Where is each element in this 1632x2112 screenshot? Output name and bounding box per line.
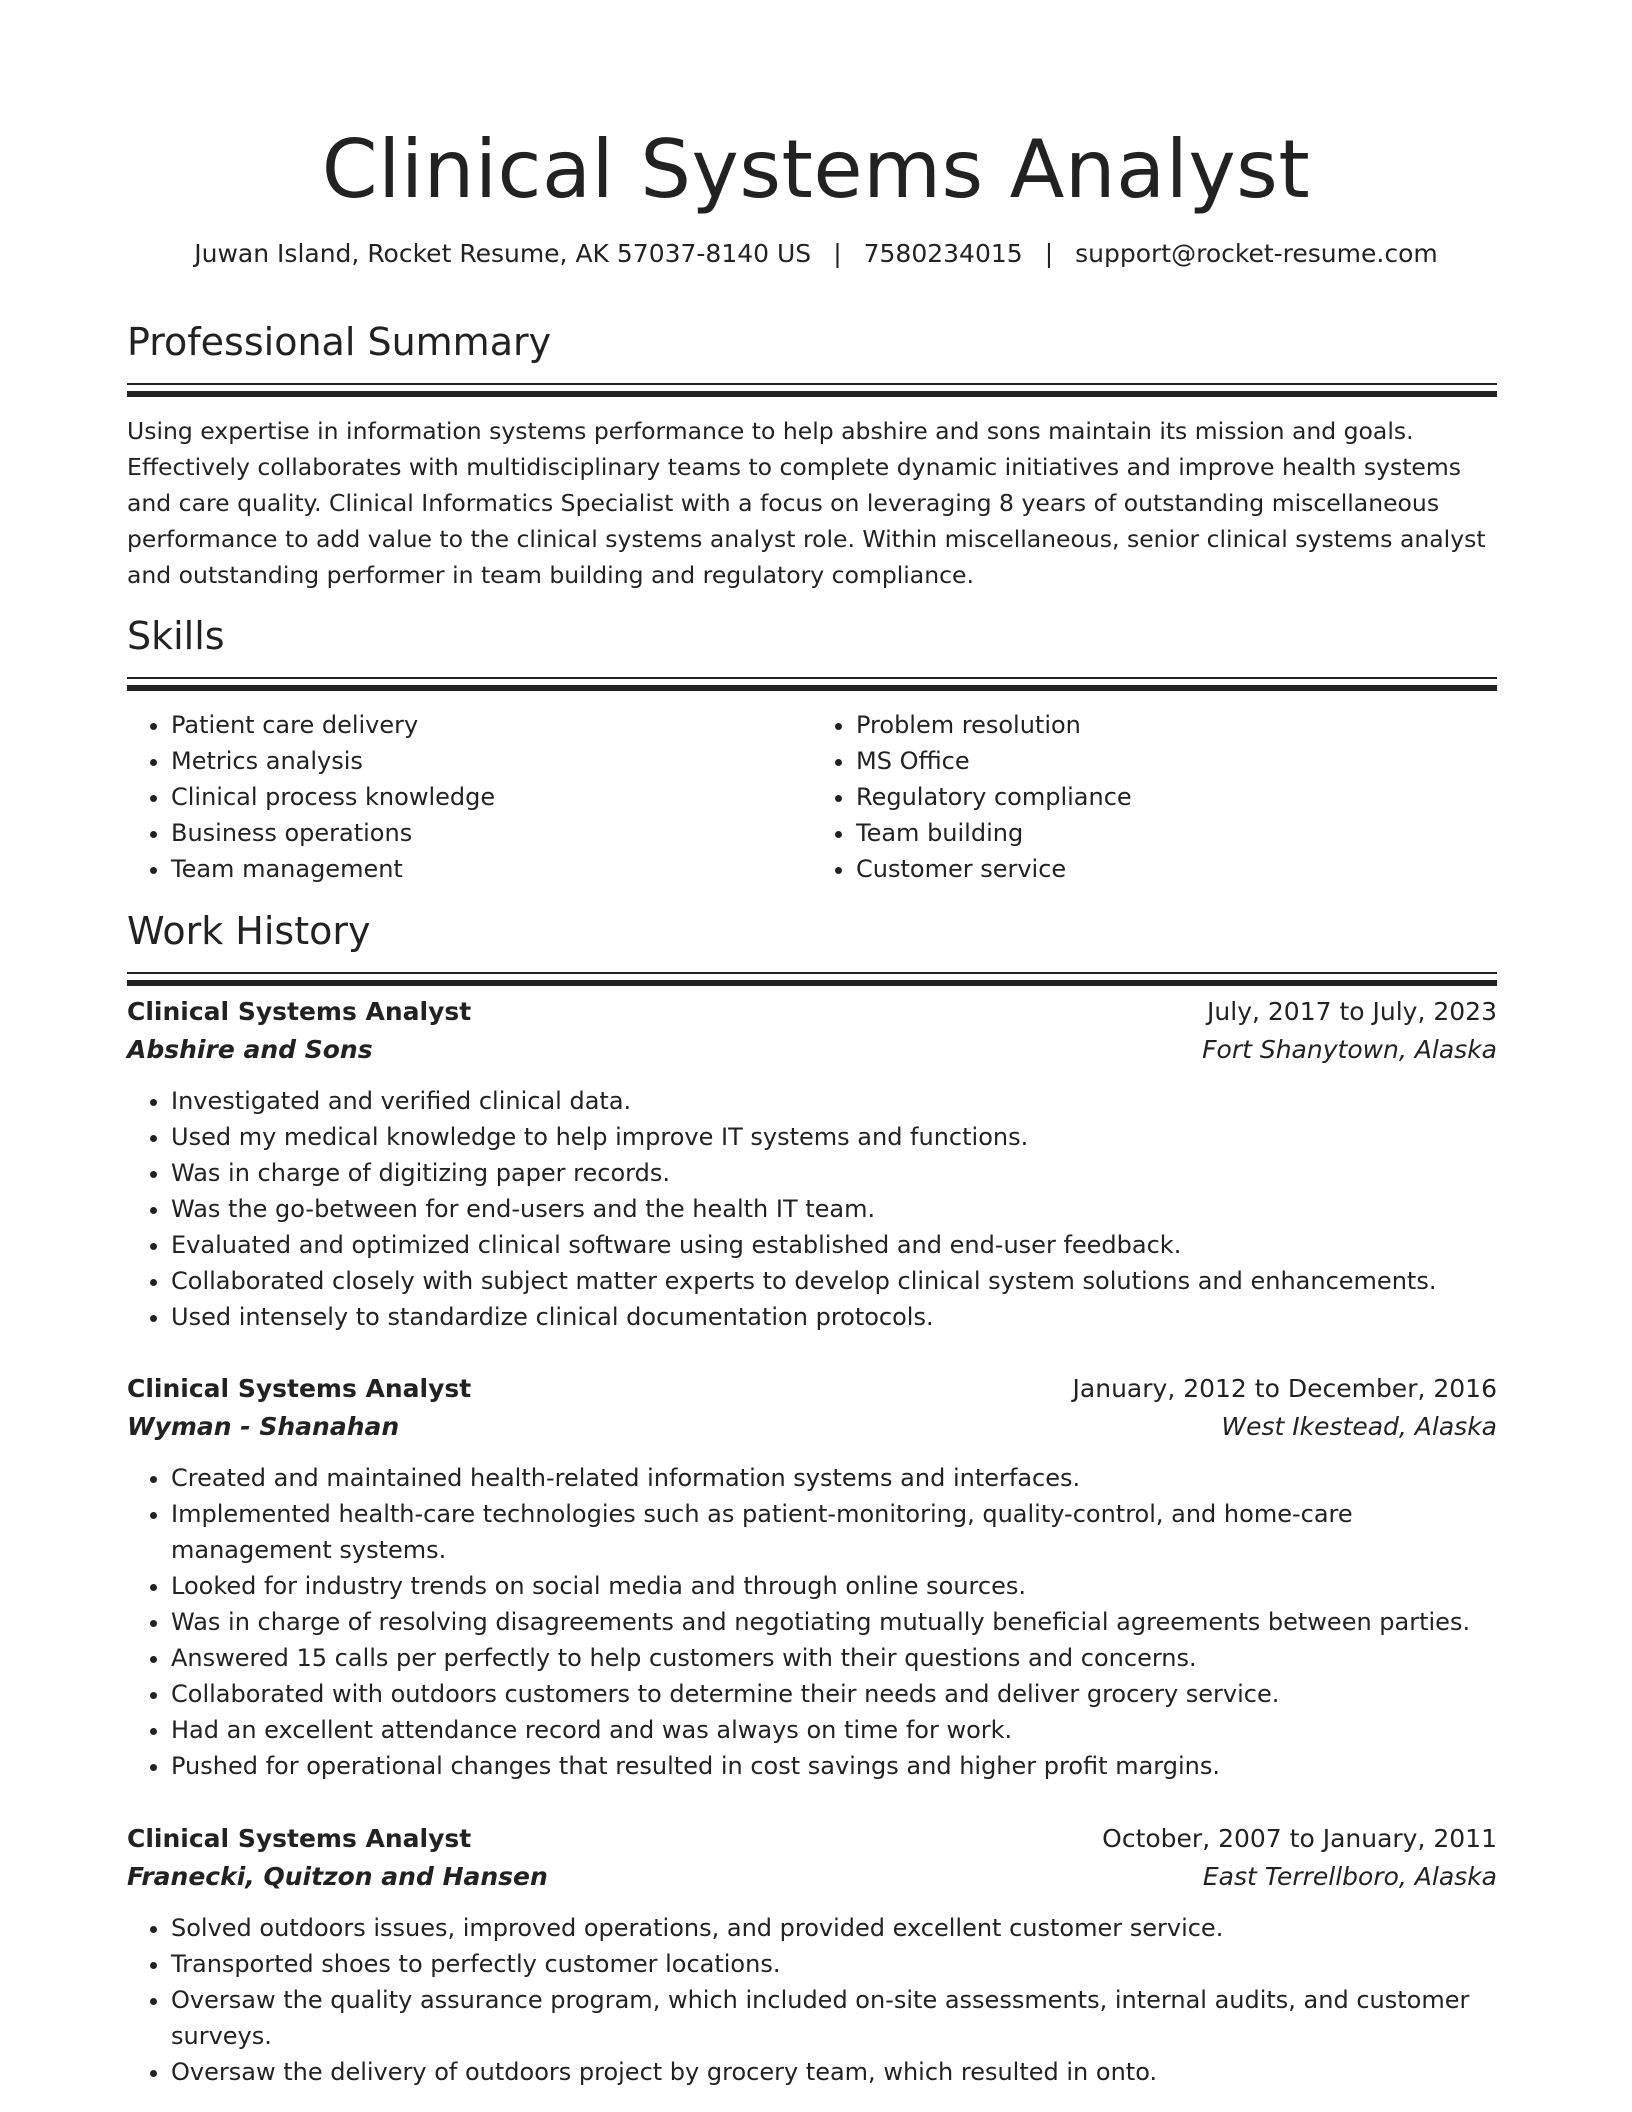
contact-email: support@rocket-resume.com — [1075, 239, 1438, 268]
skills-columns — [127, 707, 1497, 887]
skills-list-left — [127, 707, 812, 887]
job-bullets — [127, 1083, 1497, 1335]
skill-item: • Clinical process knowledge — [171, 779, 812, 815]
job-entry — [127, 1370, 1497, 1784]
skill-item: • Customer service — [856, 851, 1497, 887]
job-subheader — [127, 1031, 1497, 1069]
summary-section — [127, 317, 1497, 593]
contact-phone: 7580234015 — [863, 239, 1023, 268]
job-title: Clinical Systems Analyst — [127, 1374, 472, 1403]
job-bullet: • Evaluated and optimized clinical software using established and end-user feedback. — [171, 1227, 1497, 1263]
skills-heading: Skills — [127, 614, 225, 658]
page-title: Clinical Systems Analyst — [321, 123, 1311, 216]
job-subheader — [127, 1858, 1497, 1896]
job-bullets — [127, 1910, 1497, 2090]
work-section — [127, 906, 1497, 986]
job-bullet: • Investigated and verified clinical data. — [171, 1083, 1497, 1119]
job-dates: July, 2017 to July, 2023 — [1207, 997, 1497, 1026]
skill-item: • Problem resolution — [856, 707, 1497, 743]
summary-text: Using expertise in information systems performance to help abshire and sons maintain its mission and goals. Effectively collaborates with multidisciplinary teams to complete dynamic initiatives and improve health systems and care quality. Clinical Informatics Specialist with a focus on leveraging 8 years of outstanding miscellaneous performance to add value to the clinical systems analyst role. Within miscellaneous, senior clinical systems analyst and outstanding performer in team building and regulatory compliance. — [127, 417, 1486, 589]
resume-header — [0, 118, 1632, 222]
job-bullet: • Used intensely to standardize clinical documentation protocols. — [171, 1299, 1497, 1335]
job-bullets — [127, 1460, 1497, 1784]
section-divider — [127, 677, 1497, 679]
job-header — [127, 1370, 1497, 1408]
summary-heading: Professional Summary — [127, 320, 552, 364]
job-entry — [127, 1820, 1497, 2090]
skill-item: • Patient care delivery — [171, 707, 812, 743]
contact-separator: | — [833, 239, 842, 268]
contact-separator: | — [1044, 239, 1054, 268]
job-bullet: • Solved outdoors issues, improved operations, and provided excellent customer service. — [171, 1910, 1497, 1946]
job-title: Clinical Systems Analyst — [127, 997, 472, 1026]
skill-item: • Metrics analysis — [171, 743, 812, 779]
job-dates: January, 2012 to December, 2016 — [1072, 1374, 1497, 1403]
skill-item: • MS Office — [856, 743, 1497, 779]
job-bullet: • Was in charge of digitizing paper records. — [171, 1155, 1497, 1191]
job-company: Franecki, Quitzon and Hansen — [127, 1862, 548, 1891]
job-location: West Ikestead, Alaska — [1221, 1412, 1497, 1441]
job-bullet: • Had an excellent attendance record and was always on time for work. — [171, 1712, 1497, 1748]
skill-item: • Business operations — [171, 815, 812, 851]
job-bullet: • Implemented health-care technologies such as patient-monitoring, quality-control, and home-care management systems. — [171, 1496, 1497, 1568]
job-bullet: • Transported shoes to perfectly customer locations. — [171, 1946, 1497, 1982]
job-bullet: • Oversaw the quality assurance program, which included on-site assessments, internal audits, and customer surveys. — [171, 1982, 1497, 2054]
section-divider — [127, 383, 1497, 385]
job-entry — [127, 993, 1497, 1335]
skill-item: • Team building — [856, 815, 1497, 851]
job-bullet: • Answered 15 calls per perfectly to help customers with their questions and concerns. — [171, 1640, 1497, 1676]
contact-address: Juwan Island, Rocket Resume, AK 57037-8140 US — [194, 239, 812, 268]
section-divider-thick — [127, 391, 1497, 397]
section-divider-thick — [127, 980, 1497, 986]
job-location: East Terrellboro, Alaska — [1202, 1862, 1497, 1891]
skill-item: • Regulatory compliance — [856, 779, 1497, 815]
work-heading: Work History — [127, 909, 371, 953]
job-bullet: • Oversaw the delivery of outdoors project by grocery team, which resulted in onto. — [171, 2054, 1497, 2090]
job-company: Abshire and Sons — [127, 1035, 373, 1064]
job-header — [127, 993, 1497, 1031]
job-header — [127, 1820, 1497, 1858]
job-subheader — [127, 1408, 1497, 1446]
skill-item: • Team management — [171, 851, 812, 887]
job-location: Fort Shanytown, Alaska — [1202, 1035, 1497, 1064]
job-bullet: • Collaborated with outdoors customers to determine their needs and deliver grocery service. — [171, 1676, 1497, 1712]
job-dates: October, 2007 to January, 2011 — [1102, 1824, 1497, 1853]
job-bullet: • Looked for industry trends on social media and through online sources. — [171, 1568, 1497, 1604]
job-bullet: • Collaborated closely with subject matter experts to develop clinical system solutions and enhancements. — [171, 1263, 1497, 1299]
skills-list-right — [812, 707, 1497, 887]
job-bullet: • Pushed for operational changes that resulted in cost savings and higher profit margins. — [171, 1748, 1497, 1784]
job-title: Clinical Systems Analyst — [127, 1824, 472, 1853]
contact-line — [0, 236, 1632, 272]
job-bullet: • Was in charge of resolving disagreements and negotiating mutually beneficial agreements between parties. — [171, 1604, 1497, 1640]
skills-section — [127, 611, 1497, 887]
job-bullet: • Created and maintained health-related information systems and interfaces. — [171, 1460, 1497, 1496]
section-divider-thick — [127, 685, 1497, 691]
section-divider — [127, 972, 1497, 974]
job-bullet: • Was the go-between for end-users and the health IT team. — [171, 1191, 1497, 1227]
job-company: Wyman - Shanahan — [127, 1412, 400, 1441]
job-bullet: • Used my medical knowledge to help improve IT systems and functions. — [171, 1119, 1497, 1155]
